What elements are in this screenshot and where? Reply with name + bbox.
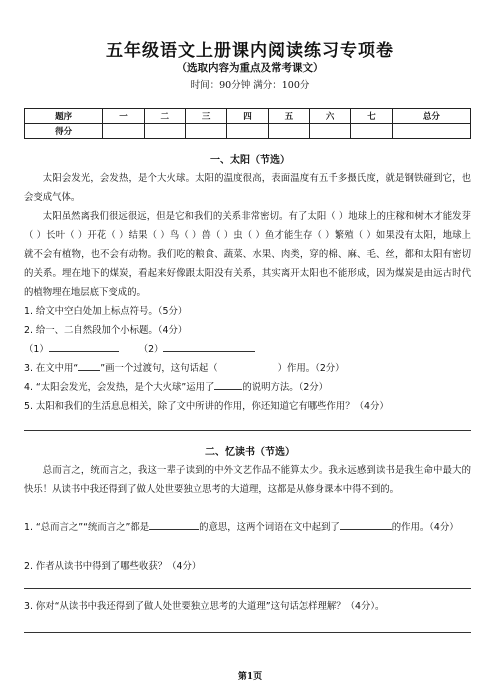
score-header-cell: 四 xyxy=(227,109,268,124)
s1-q3-text-b: ”画一个过渡句，这句话起（ xyxy=(100,363,218,374)
s2-question-3: 3. 你对“从读书中我还得到了做人处世要独立思考的大道理”这句话怎样理解？（4分）。 xyxy=(24,601,385,612)
score-header-cell: 七 xyxy=(351,109,392,124)
score-table-score-row xyxy=(25,124,471,139)
s1-q2-label-1: （1） xyxy=(24,344,49,355)
s2-q1-answer-1-blank[interactable] xyxy=(149,519,199,530)
score-cell[interactable] xyxy=(185,124,226,139)
s2-q1-answer-2-blank[interactable] xyxy=(340,519,392,530)
score-header-cell: 二 xyxy=(144,109,185,124)
score-cell[interactable] xyxy=(227,124,268,139)
s1-question-5: 5. 太阳和我们的生活息息相关，除了文中所讲的作用，你还知道它有哪些作用？（4分） xyxy=(24,401,389,412)
score-cell[interactable] xyxy=(144,124,185,139)
s2-q1-text-b: 的意思，这两个词语在文中起到了 xyxy=(199,522,340,533)
s1-q3-line-mark xyxy=(78,360,100,371)
s1-q5-answer-line[interactable] xyxy=(24,430,471,431)
s2-question-1 xyxy=(24,518,471,537)
s2-q1-text-c: 的作用。（4分） xyxy=(391,522,459,533)
score-header-cell: 总分 xyxy=(392,109,470,124)
score-table xyxy=(24,108,471,139)
section2-heading: 二、忆读书（节选） xyxy=(205,447,295,458)
exam-meta: 时间：90分钟 满分：100分 xyxy=(190,80,310,91)
score-header-cell: 一 xyxy=(103,109,144,124)
s1-question-1: 1. 给文中空白处加上标点符号。（5分） xyxy=(24,306,188,317)
s1-q2-answer-1-blank[interactable] xyxy=(49,341,119,352)
s2-q2-answer-line[interactable] xyxy=(24,588,471,589)
score-cell[interactable] xyxy=(310,124,351,139)
s1-question-4 xyxy=(24,378,471,397)
s1-q4-text-b: 的说明方法。（2分） xyxy=(242,382,329,393)
score-header-cell: 题序 xyxy=(25,109,103,124)
s1-q3-text-a: 3. 在文中用“ xyxy=(24,363,79,374)
section1-paragraph-1: 太阳会发光，会发热，是个大火球。太阳的温度很高，表面温度有五千多摄氏度，就是钢铁碰到它，也会变成气体。 xyxy=(24,173,471,203)
section1-paragraph-2: 太阳虽然离我们很远很远，但是它和我们的关系非常密切。有了太阳（ ）地球上的庄稼和树木才能发芽（ ）长叶（ ）开花（ ）结果（ ）鸟（ ）兽（ ）虫（ ）鱼才能生存（ ）繁殖（ ）如果没有太阳，地球上就不会有植物，也不会有动物。我们吃的粮食、蔬菜、水果、肉类，穿的棉、麻、毛、丝，都和太阳有密切的关系。埋在地下的煤炭，看起来好像跟太阳没有关系，其实离开太阳也不能形成，因为煤炭是由远古时代的植物埋在地层底下变成的。 xyxy=(24,211,471,298)
page-subtitle: （选取内容为重点及常考课文） xyxy=(176,62,324,74)
page-number: 第1页 xyxy=(237,672,263,682)
score-header-cell: 六 xyxy=(310,109,351,124)
s2-question-2: 2. 作者从读书中得到了哪些收获？（4分） xyxy=(24,561,202,572)
s1-question-3 xyxy=(24,359,471,378)
s1-q2-answer-2-blank[interactable] xyxy=(163,341,255,352)
s2-q3-answer-line[interactable] xyxy=(24,632,471,633)
section1-heading: 一、太阳（节选） xyxy=(210,155,290,166)
score-cell[interactable] xyxy=(392,124,470,139)
s1-question-2-answers xyxy=(24,340,471,359)
score-table-header-row xyxy=(25,109,471,124)
page-title: 五年级语文上册课内阅读练习专项卷 xyxy=(106,41,394,61)
s1-q2-label-2: （2） xyxy=(138,344,164,355)
score-cell[interactable] xyxy=(268,124,309,139)
s1-question-2: 2. 给一、二自然段加个小标题。（4分） xyxy=(24,325,188,336)
score-row-label: 得分 xyxy=(25,124,103,139)
s1-q4-answer-blank[interactable] xyxy=(214,379,242,390)
score-header-cell: 五 xyxy=(268,109,309,124)
s1-q3-text-c: ）作用。（2分） xyxy=(277,363,345,374)
score-cell[interactable] xyxy=(351,124,392,139)
s2-q1-text-a: 1. “总而言之”“统而言之”都是 xyxy=(24,522,150,533)
score-cell[interactable] xyxy=(103,124,144,139)
s1-q4-text-a: 4. “太阳会发光，会发热，是个大火球”运用了 xyxy=(24,382,215,393)
score-header-cell: 三 xyxy=(185,109,226,124)
section2-paragraph-1: 总而言之，统而言之，我这一辈子读到的中外文艺作品不能算太少。我永远感到读书是我生命中最大的快乐！从读书中我还得到了做人处世要独立思考的大道理，这都是从修身课本中得不到的。 xyxy=(24,465,471,495)
